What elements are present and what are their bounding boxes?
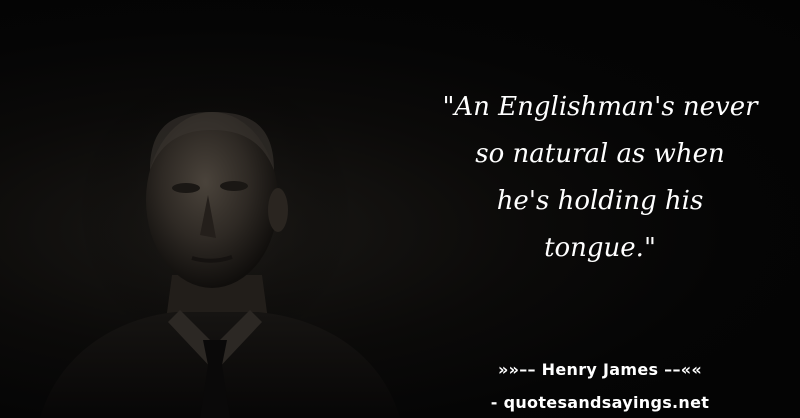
source-watermark: - quotesandsayings.net [490, 393, 710, 412]
quote-line-4: tongue." [544, 233, 656, 263]
quote-line-1: "An Englishman's never [442, 92, 758, 122]
quote-line-3: he's holding his [496, 186, 704, 216]
author-attribution: »»–– Henry James ––«« [497, 360, 703, 379]
quote-line-2: so natural as when [475, 139, 725, 169]
quote-text [420, 84, 780, 272]
